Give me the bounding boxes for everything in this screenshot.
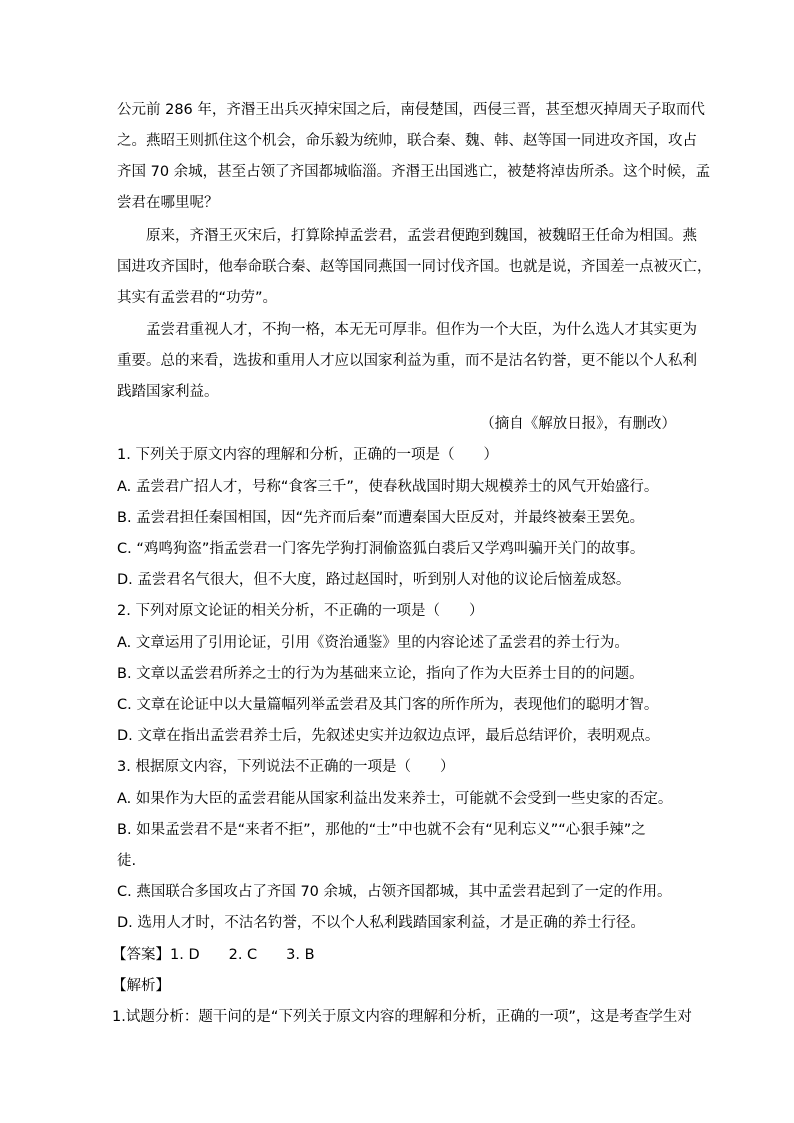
question-stem: 2. 下列对原文论证的相关分析，不正确的一项是（ ） — [117, 603, 484, 619]
answer-line: 【答案】1. D 2. C 3. B — [112, 947, 315, 963]
passage-line: 践踏国家利益。 — [117, 384, 219, 400]
question-option: B. 文章以孟尝君所养之士的行为为基础来立论，指向了作为大臣养士目的的问题。 — [117, 666, 644, 682]
question-option: B. 如果孟尝君不是“来者不拒”，那他的“士”中也就不会有“见利忘义”“心狠手辣”之 — [117, 822, 646, 838]
question-option: D. 选用人才时，不沽名钓誉，不以个人私利践踏国家利益，才是正确的养士行径。 — [117, 915, 645, 931]
question-option: A. 如果作为大臣的孟尝君能从国家利益出发来养士，可能就不会受到一些史家的否定。 — [117, 791, 673, 807]
passage-line: 孟尝君重视人才，不拘一格，本无无可厚非。但作为一个大臣，为什么选人才其实更为 — [146, 322, 697, 338]
question-option: B. 孟尝君担任秦国相国，因“先齐而后秦”而遭秦国大臣反对，并最终被秦王罢免。 — [117, 510, 645, 526]
passage-line: 国进攻齐国时，他奉命联合秦、赵等国同燕国一同讨伐齐国。也就是说，齐国差一点被灭亡， — [117, 259, 712, 275]
passage-line: 尝君在哪里呢？ — [117, 195, 219, 211]
passage-line: 其实有孟尝君的“功劳”。 — [117, 290, 278, 306]
passage-line: 公元前 286 年，齐湣王出兵灭掉宋国之后，南侵楚国，西侵三晋，甚至想灭掉周天子取而代 — [117, 102, 705, 118]
question-stem: 3. 根据原文内容，下列说法不正确的一项是（ ） — [117, 759, 455, 775]
source-citation: （摘自《解放日报》，有删改） — [480, 416, 676, 432]
question-option: C. 文章在论证中以大量篇幅列举孟尝君及其门客的所作所为，表现他们的聪明才智。 — [117, 697, 659, 713]
passage-line: 原来，齐湣王灭宋后，打算除掉孟尝君，孟尝君便跑到魏国，被魏昭王任命为相国。燕 — [146, 228, 697, 244]
passage-line: 之。燕昭王则抓住这个机会，命乐毅为统帅，联合秦、魏、韩、赵等国一同进攻齐国，攻占 — [117, 133, 697, 149]
passage-line: 齐国 70 余城，甚至占领了齐国都城临淄。齐湣王出国逃亡，被楚将淖齿所杀。这个时候，孟 — [117, 164, 711, 180]
passage-line: 重要。总的来看，选拔和重用人才应以国家利益为重，而不是沽名钓誉，更不能以个人私利 — [117, 353, 697, 369]
question-option: D. 孟尝君名气很大，但不大度，路过赵国时，听到别人对他的议论后恼羞成怒。 — [117, 572, 631, 588]
analysis-heading: 【解析】 — [112, 978, 170, 994]
question-option: 徒. — [117, 853, 137, 869]
question-option: A. 孟尝君广招人才，号称“食客三千”，使春秋战国时期大规模养士的风气开始盛行。 — [117, 479, 659, 495]
analysis-text: 1.试题分析：题干问的是“下列关于原文内容的理解和分析，正确的一项”，这是考查学生对 — [112, 1009, 692, 1025]
question-stem: 1. 下列关于原文内容的理解和分析，正确的一项是（ ） — [117, 447, 498, 463]
question-option: C. 燕国联合多国攻占了齐国 70 余城，占领齐国都城，其中孟尝君起到了一定的作用。 — [117, 884, 672, 900]
question-option: A. 文章运用了引用论证，引用《资治通鉴》里的内容论述了孟尝君的养士行为。 — [117, 635, 629, 651]
question-option: C. “鸡鸣狗盗”指孟尝君一门客先学狗打洞偷盗狐白裘后又学鸡叫骗开关门的故事。 — [117, 541, 645, 557]
question-option: D. 文章在指出孟尝君养士后，先叙述史实并边叙边点评，最后总结评价，表明观点。 — [117, 728, 660, 744]
